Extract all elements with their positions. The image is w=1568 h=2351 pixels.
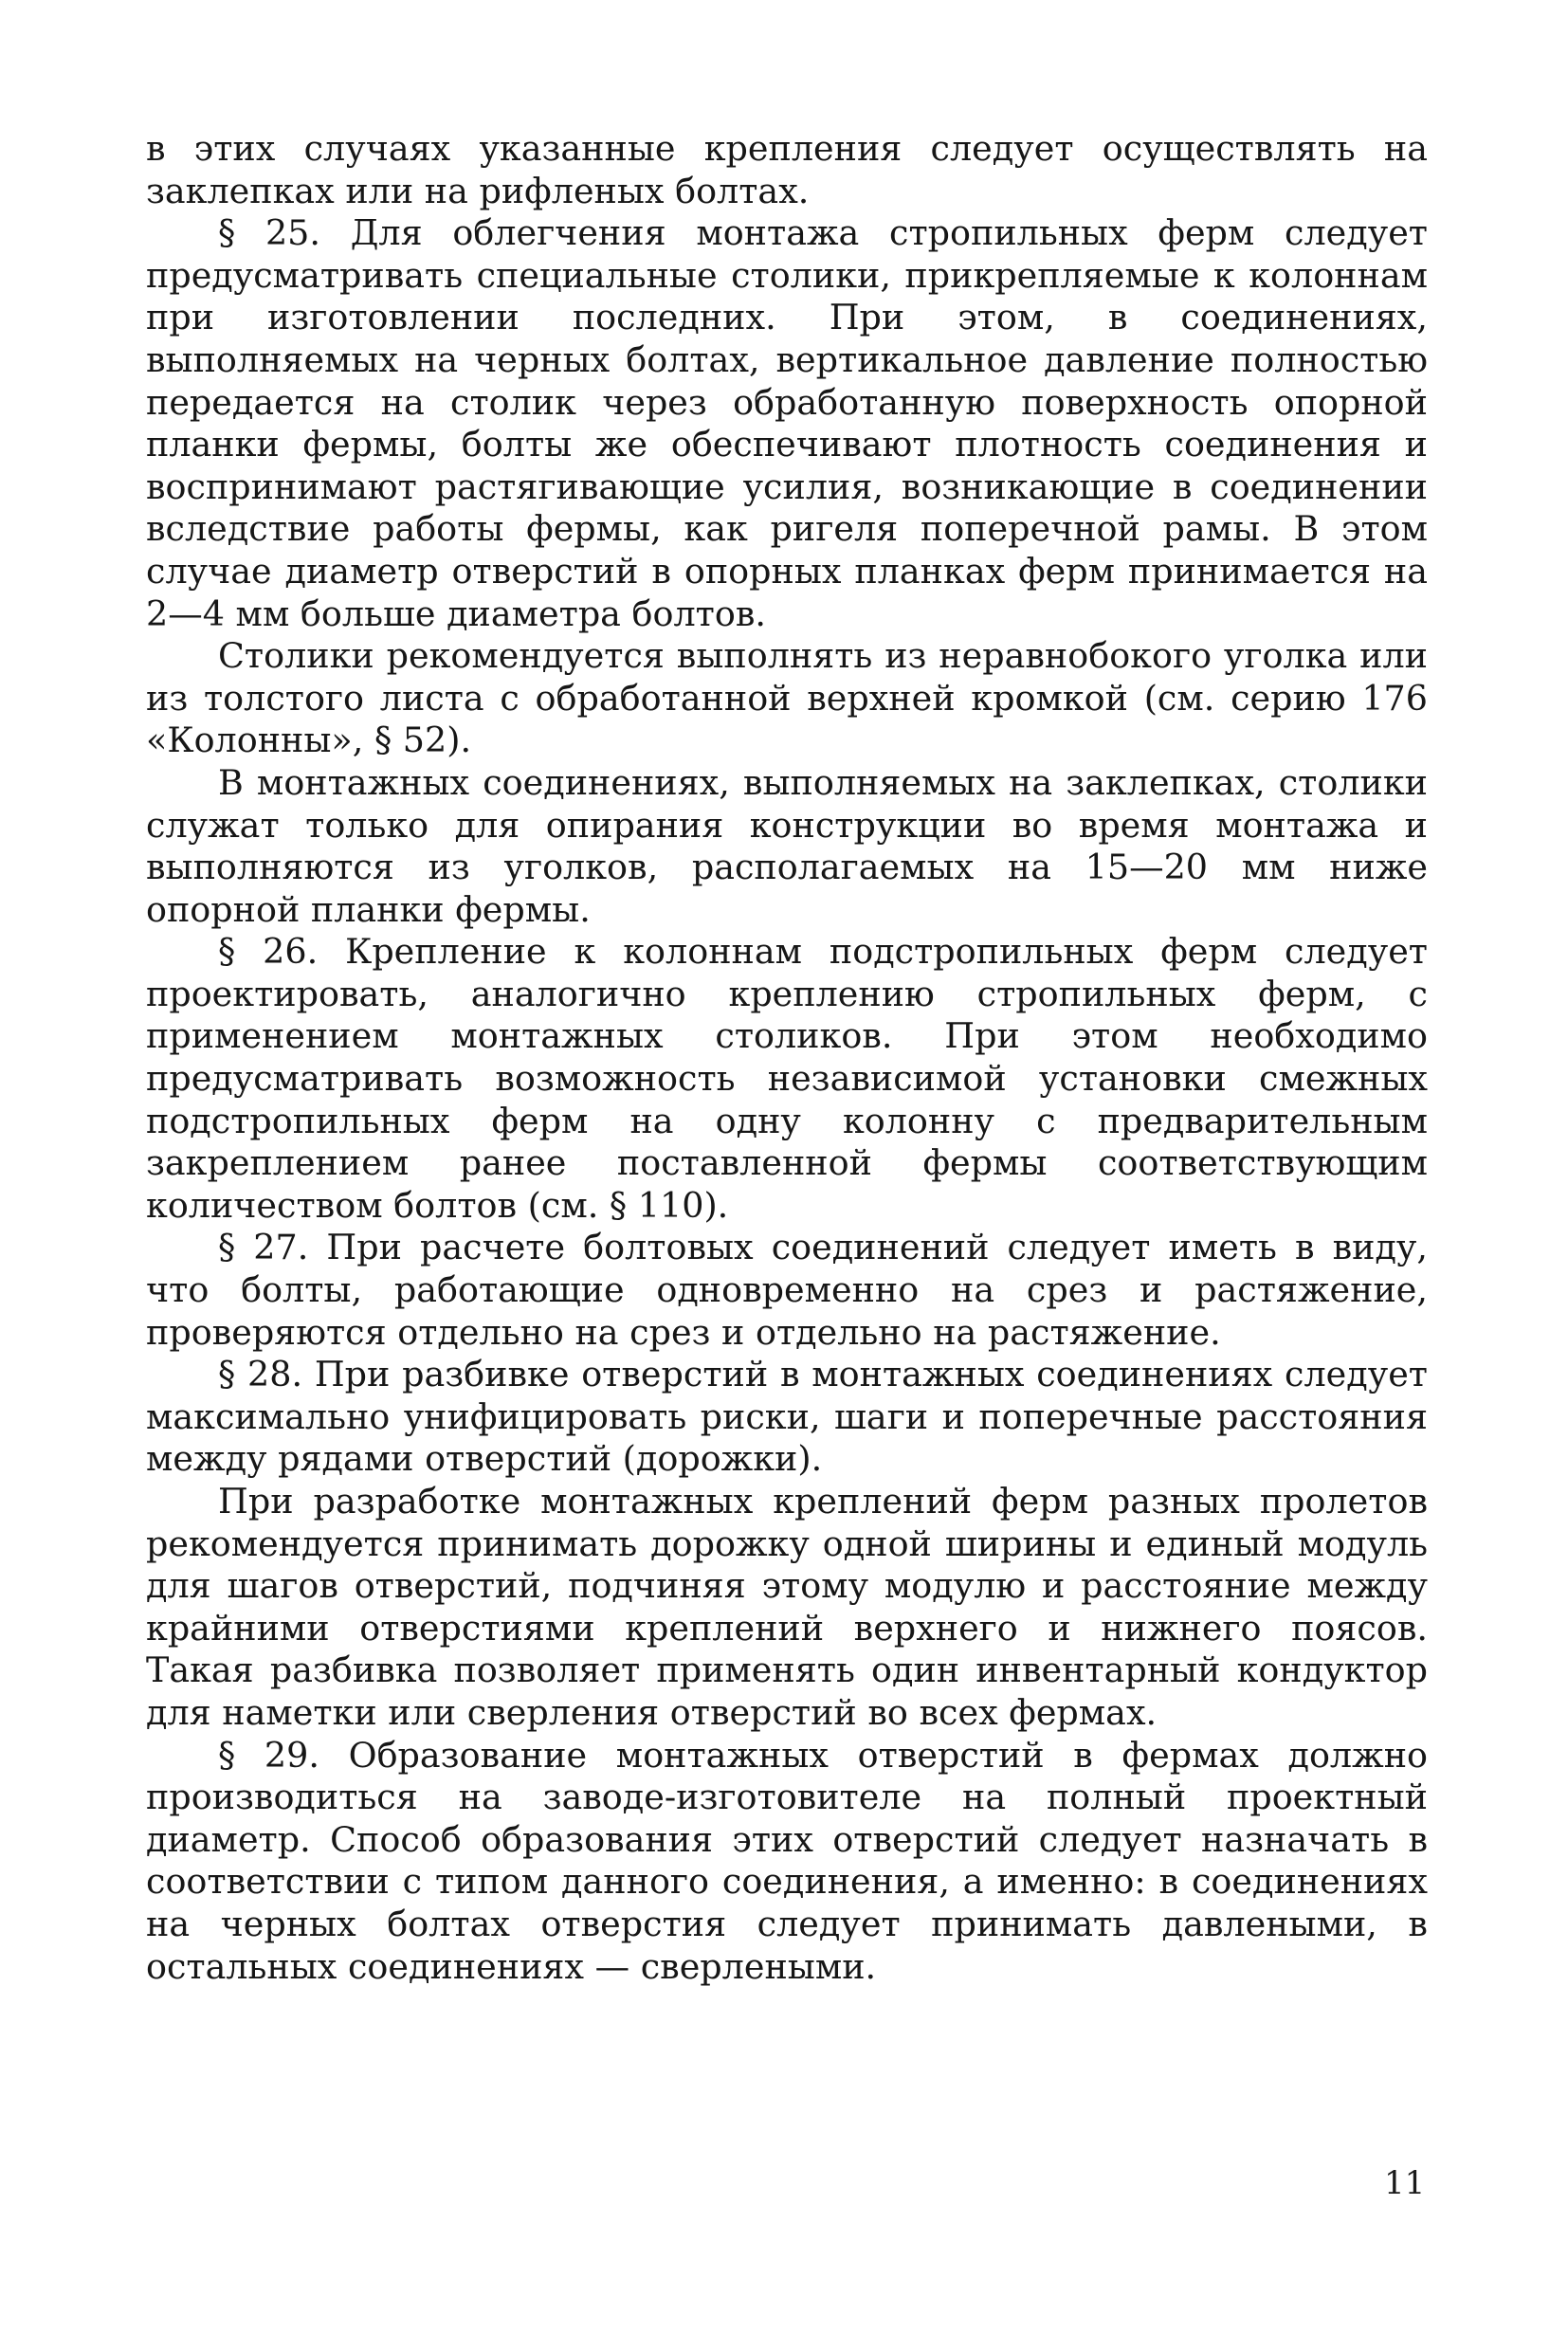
paragraph-section-29: § 29. Образование монтажных отверстий в фермах должно производиться на заводе-изготовителе на полный проектный диаметр. Способ образования этих отверстий следует назначать в соответствии с типом данного соединения, а именно: в соединениях на черных болтах отверстия следует принимать давлеными, в остальных соединениях — сверлеными. xyxy=(146,1734,1428,1987)
paragraph-section-25: § 25. Для облегчения монтажа стропильных ферм следует предусматривать специальные столики, прикрепляемые к колоннам при изготовлении последних. При этом, в соединениях, выполняемых на черных болтах, вертикальное давление полностью передается на столик через обработанную поверхность опорной планки фермы, болты же обеспечивают плотность соединения и воспринимают растягивающие усилия, возникающие в соединении вследствие работы фермы, как ригеля поперечной рамы. В этом случае диаметр отверстий в опорных планках ферм принимается на 2—4 мм больше диаметра болтов. xyxy=(146,212,1428,634)
paragraph-montazhnye-soedineniya: В монтажных соединениях, выполняемых на заклепках, столики служат только для опирания конструкции во время монтажа и выполняются из уголков, располагаемых на 15—20 мм ниже опорной планки фермы. xyxy=(146,761,1428,930)
paragraph-section-28: § 28. При разбивке отверстий в монтажных соединениях следует максимально унифицировать риски, шаги и поперечные расстояния между рядами отверстий (дорожки). xyxy=(146,1354,1428,1480)
page-body xyxy=(146,128,1428,1988)
paragraph-continuation: в этих случаях указанные крепления следует осуществлять на заклепках или на рифленых болтах. xyxy=(146,128,1428,211)
paragraph-section-27: § 27. При расчете болтовых соединений следует иметь в виду, что болты, работающие одновременно на срез и растяжение, проверяются отдельно на срез и отдельно на растяжение. xyxy=(146,1227,1428,1353)
paragraph-section-26: § 26. Крепление к колоннам подстропильных ферм следует проектировать, аналогично креплению стропильных ферм, с применением монтажных столиков. При этом необходимо предусматривать возможность независимой установки смежных подстропильных ферм на одну колонну с предварительным закреплением ранее поставленной фермы соответствующим количеством болтов (см. § 110). xyxy=(146,931,1428,1226)
paragraph-razrabotka: При разработке монтажных креплений ферм разных пролетов рекомендуется принимать дорожку одной ширины и единый модуль для шагов отверстий, подчиняя этому модулю и расстояние между крайними отверстиями креплений верхнего и нижнего поясов. Такая разбивка позволяет применять один инвентарный кондуктор для наметки или сверления отверстий во всех фермах. xyxy=(146,1481,1428,1733)
paragraph-stoliki: Столики рекомендуется выполнять из неравнобокого уголка или из толстого листа с обработанной верхней кромкой (см. серию 176 «Колонны», § 52). xyxy=(146,635,1428,761)
page-number: 11 xyxy=(1384,2164,1426,2202)
